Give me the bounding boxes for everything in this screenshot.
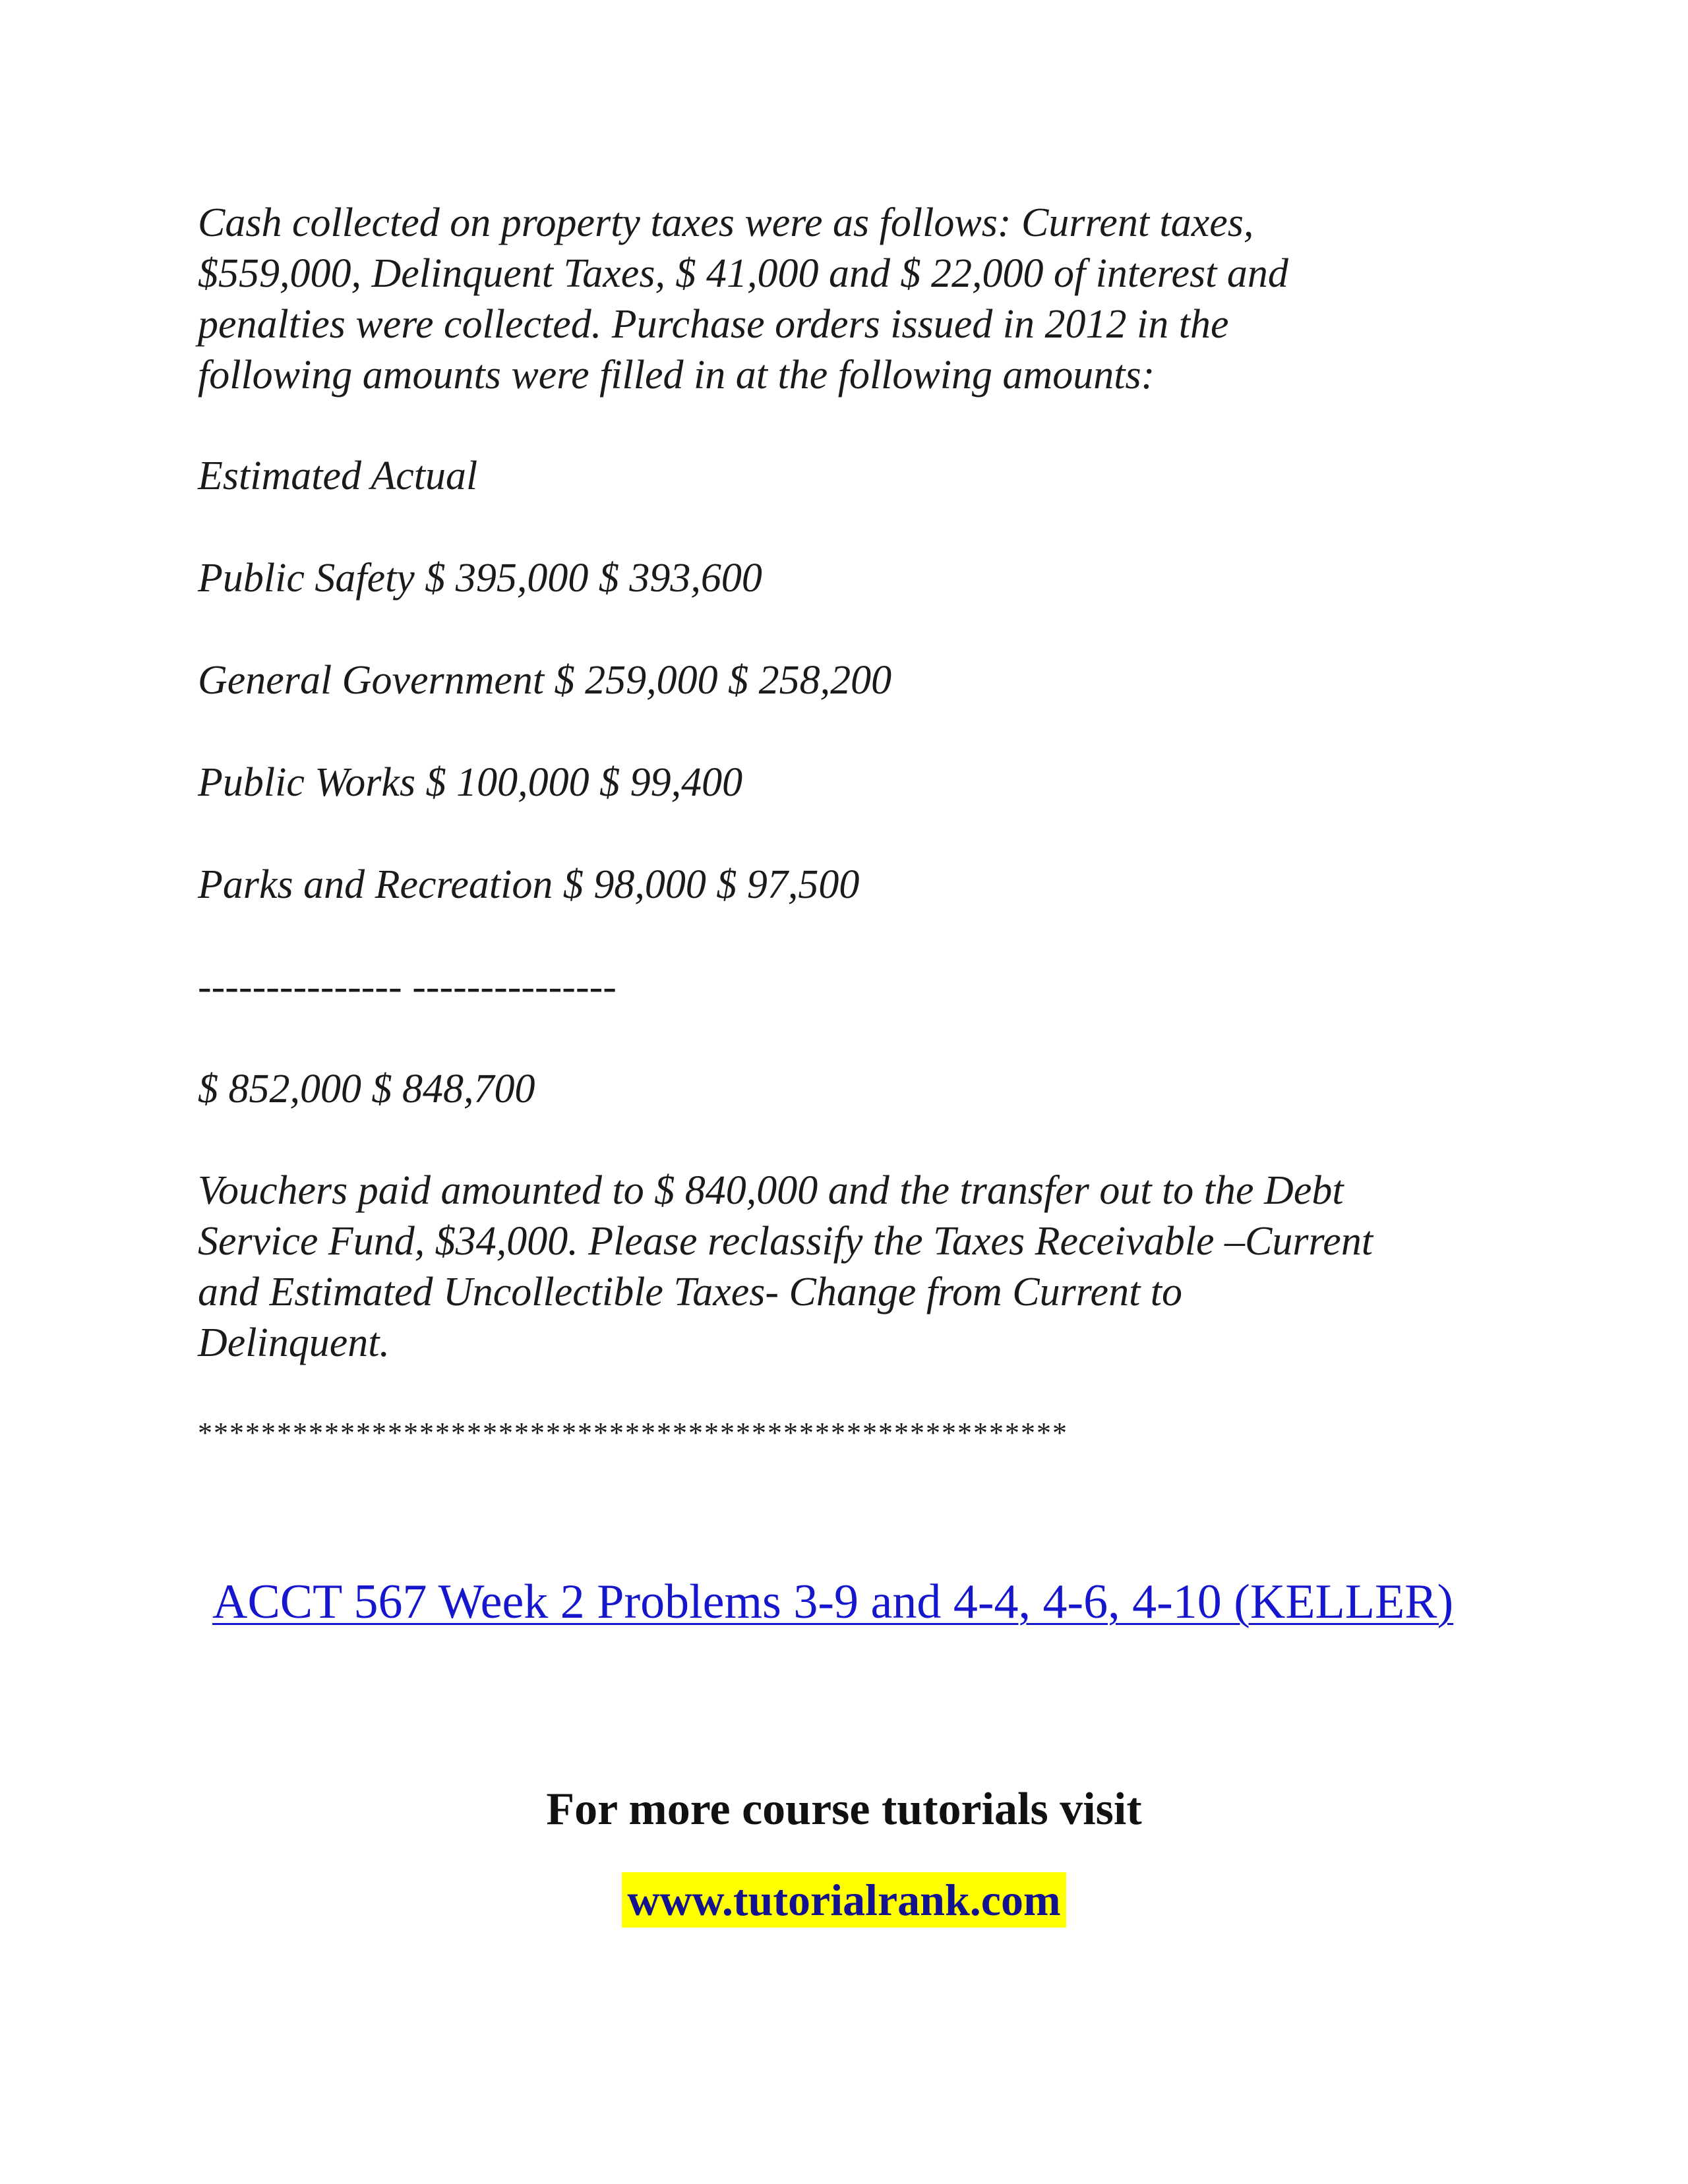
closing-line: and Estimated Uncollectible Taxes- Change from Current to [198,1270,1183,1314]
closing-paragraph [198,1166,1517,1369]
separator-line: --------------- --------------- [198,964,617,1009]
table-header: Estimated Actual [198,454,478,498]
course-title-link[interactable]: ACCT 567 Week 2 Problems 3-9 and 4-4, 4-6, 4-10 (KELLER) [212,1575,1454,1629]
closing-line: Vouchers paid amounted to $ 840,000 and the transfer out to the Debt [198,1168,1344,1213]
intro-line: following amounts were filled in at the following amounts: [198,353,1155,398]
totals-line: $ 852,000 $ 848,700 [198,1067,535,1111]
visit-heading: For more course tutorials visit [546,1784,1142,1835]
intro-line: Cash collected on property taxes were as follows: Current taxes, [198,200,1254,245]
star-divider: ******************************************************* [198,1417,1068,1449]
intro-line: $559,000, Delinquent Taxes, $ 41,000 and $ 22,000 of interest and [198,251,1288,296]
intro-line: penalties were collected. Purchase orders issued in 2012 in the [198,302,1229,347]
closing-line: Service Fund, $34,000. Please reclassify the Taxes Receivable –Current [198,1219,1373,1264]
table-row: Public Works $ 100,000 $ 99,400 [198,760,743,805]
table-row: Public Safety $ 395,000 $ 393,600 [198,556,762,601]
table-row: Parks and Recreation $ 98,000 $ 97,500 [198,862,860,907]
closing-line: Delinquent. [198,1320,390,1365]
table-row: General Government $ 259,000 $ 258,200 [198,658,892,703]
intro-paragraph [198,198,1517,401]
website-link[interactable]: www.tutorialrank.com [622,1872,1066,1928]
site-link-container [0,1872,1688,1928]
